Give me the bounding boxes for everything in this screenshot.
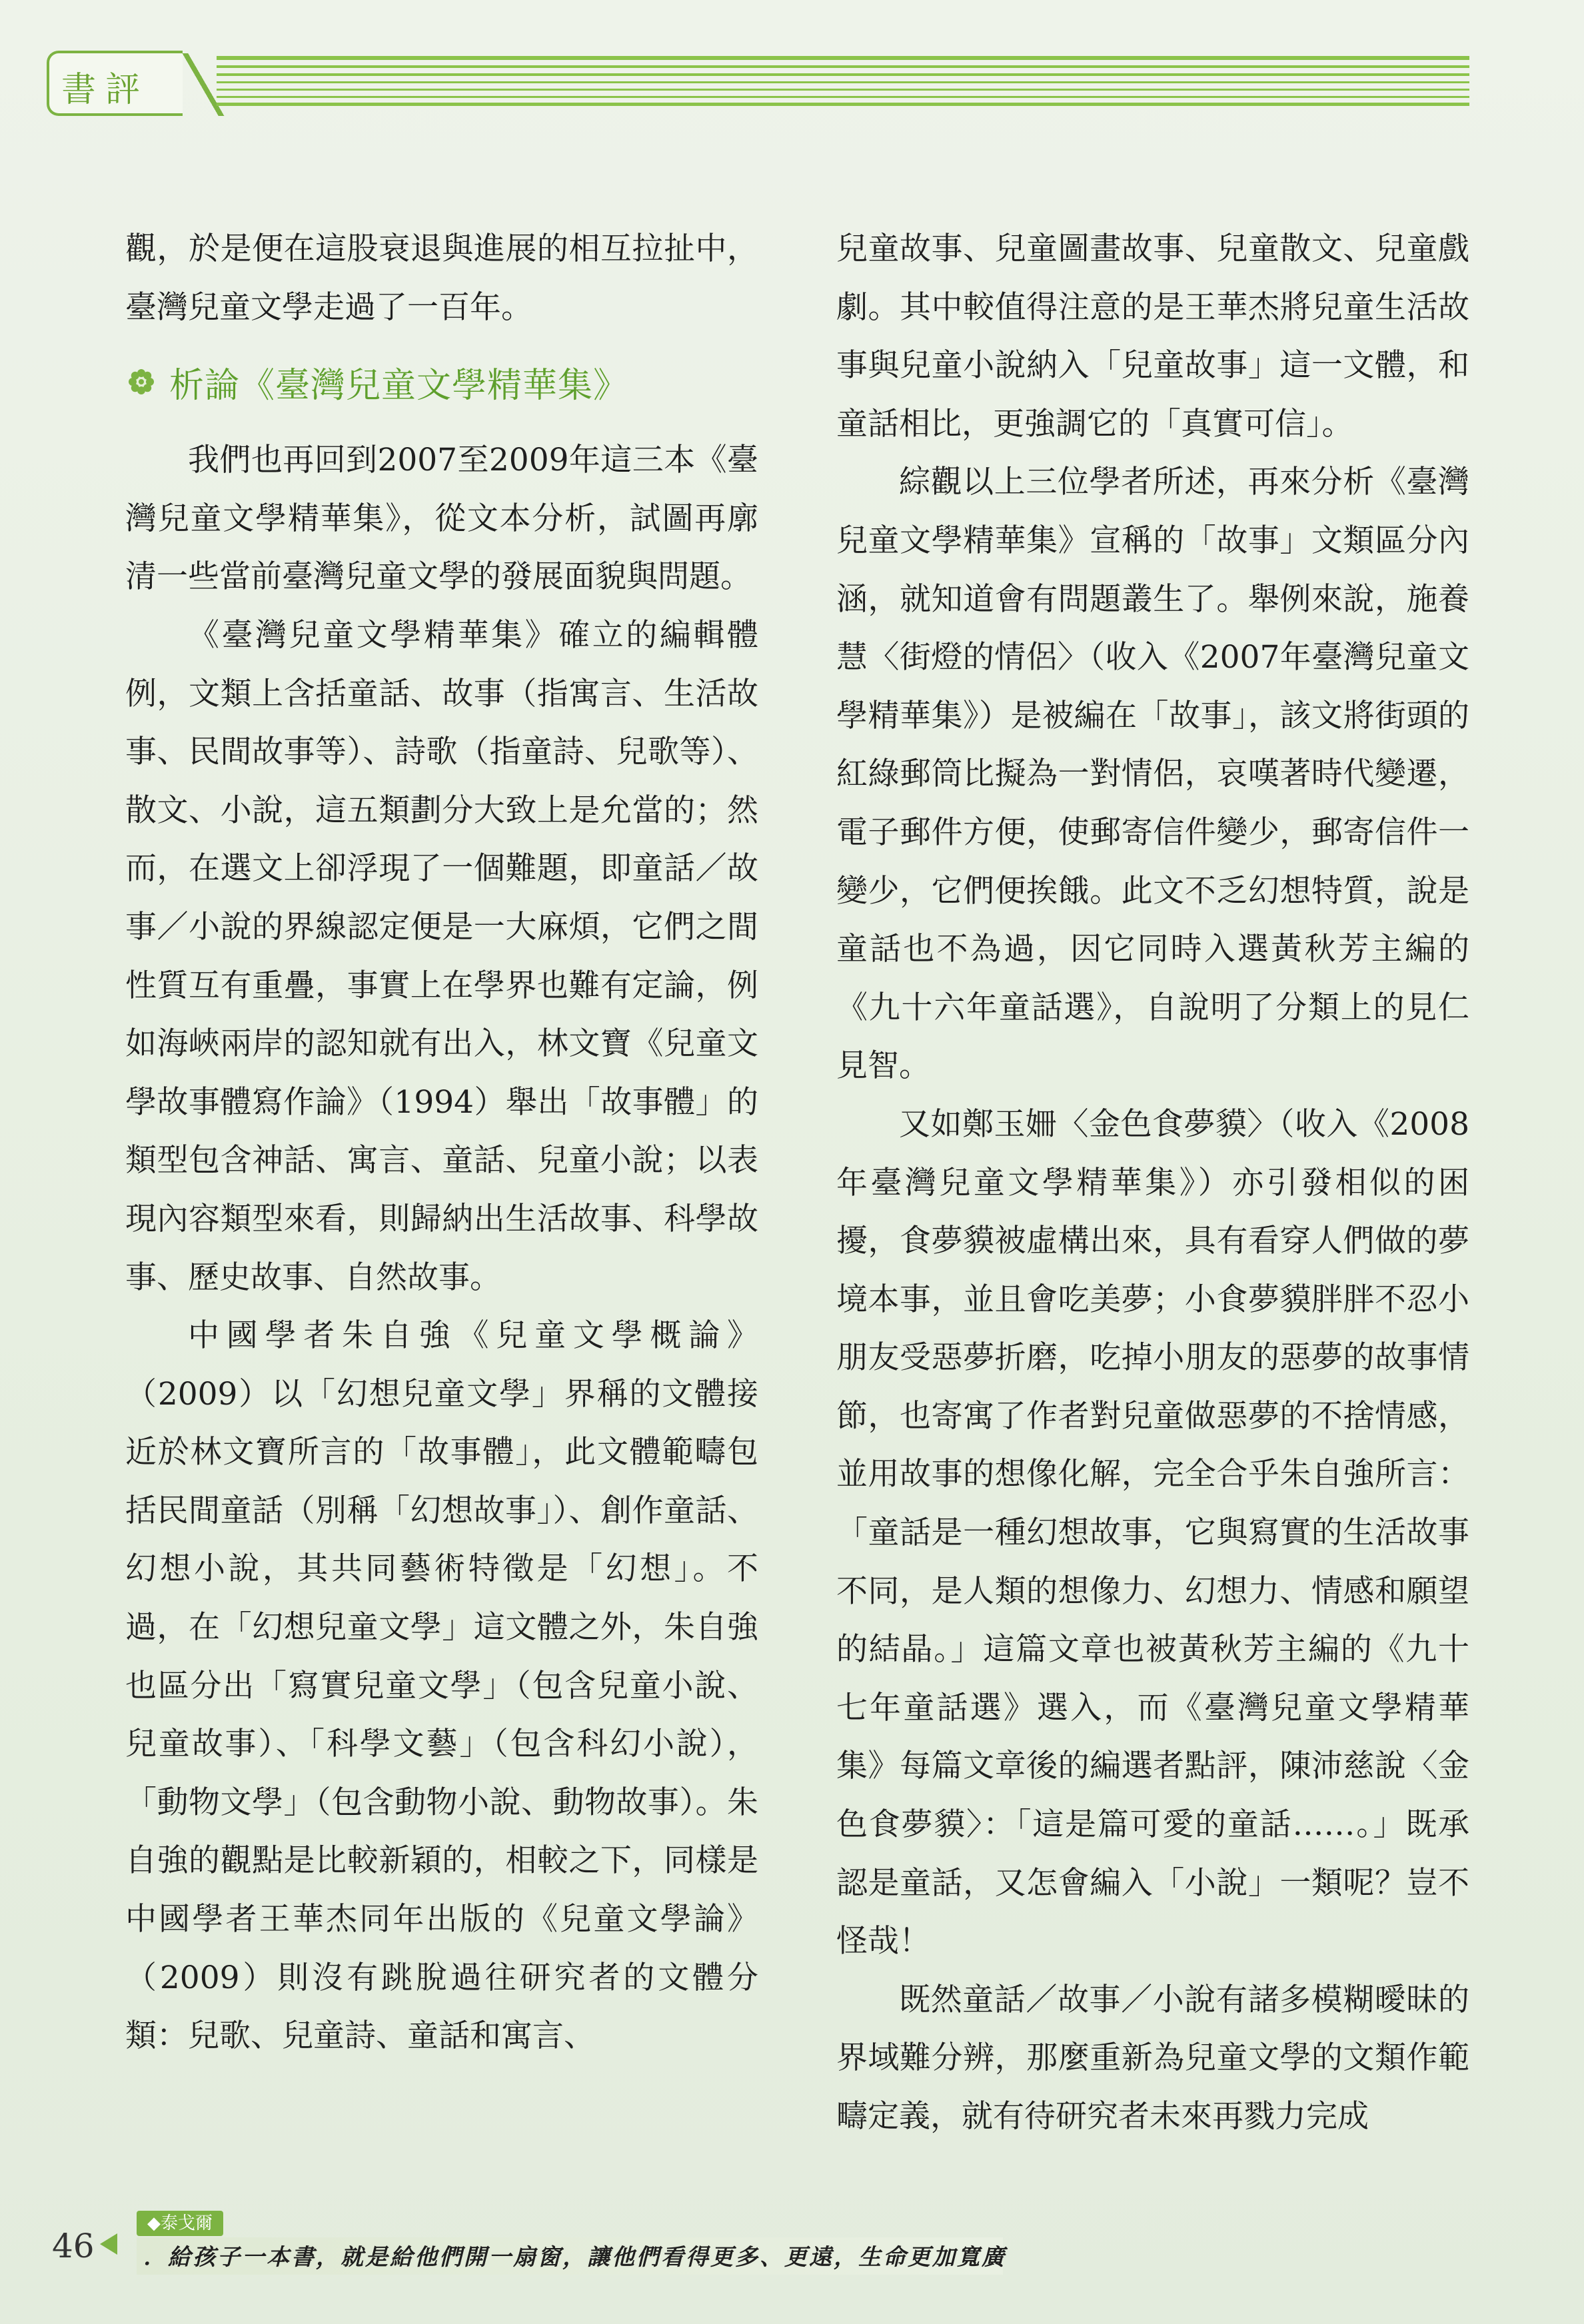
section-label: 書評 bbox=[61, 70, 150, 110]
paragraph: 中國學者朱自強《兒童文學概論》（2009）以「幻想兒童文學」界稱的文體接近於林文寶所言的「故事體」，此文體範疇包括民間童話（別稱「幻想故事」）、創作童話、幻想小說，其共同藝術特徵是「幻想」。不過，在「幻想兒童文學」這文體之外，朱自強也區分出「寫實兒童文學」（包含兒童小說、兒童故事）、「科學文藝」（包含科幻小說），「動物文學」（包含動物小說、動物故事）。朱自強的觀點是比較新穎的，相較之下，同樣是中國學者王華杰同年出版的《兒童文學論》（2009）則沒有跳脫過往研究者的文體分類：兒歌、兒童詩、童話和寓言、 bbox=[125, 1317, 758, 2055]
page-number: 46 bbox=[52, 2227, 95, 2265]
right-column bbox=[836, 220, 1469, 2146]
triangle-left-icon bbox=[100, 2233, 117, 2255]
page-footer bbox=[0, 2192, 1584, 2272]
paragraph: 我們也再回到2007至2009年這三本《臺灣兒童文學精華集》，從文本分析，試圖再廓清一些當前臺灣兒童文學的發展面貌與問題。 bbox=[125, 442, 758, 596]
quote-author-tag: ◆泰戈爾 bbox=[137, 2211, 223, 2236]
left-column bbox=[125, 220, 758, 2065]
section-heading bbox=[125, 342, 758, 422]
paragraph: 既然童話／故事／小說有諸多模糊曖昧的界域難分辨，那麼重新為兒童文學的文類作範疇定義，就有待研究者未來再戮力完成 bbox=[836, 1981, 1469, 2135]
paragraph: 綜觀以上三位學者所述，再來分析《臺灣兒童文學精華集》宣稱的「故事」文類區分內涵，就知道會有問題叢生了。舉例來說，施養慧〈街燈的情侶〉（收入《2007年臺灣兒童文學精華集》）是被編在「故事」，該文將街頭的紅綠郵筒比擬為一對情侶，哀嘆著時代變遷，電子郵件方便，使郵寄信件變少，郵寄信件一變少，它們便挨餓。此文不乏幻想特質，說是童話也不為過，因它同時入選黃秋芳主編的《九十六年童話選》，自說明了分類上的見仁見智。 bbox=[836, 464, 1469, 1085]
header-rule-lines bbox=[217, 56, 1469, 109]
page-header bbox=[47, 41, 1466, 115]
paragraph: 又如鄭玉姍〈金色食夢貘〉（收入《2008年臺灣兒童文學精華集》）亦引發相似的困擾，食夢貘被虛構出來，具有看穿人們做的夢境本事，並且會吃美夢；小食夢貘胖胖不忍小朋友受惡夢折磨，吃掉小朋友的惡夢的故事情節，也寄寓了作者對兒童做惡夢的不捨情感，並用故事的想像化解，完全合乎朱自強所言：「童話是一種幻想故事，它與寫實的生活故事不同，是人類的想像力、幻想力、情感和願望的結晶。」這篇文章也被黃秋芳主編的《九十七年童話選》選入，而《臺灣兒童文學精華集》每篇文章後的編選者點評，陳沛慈說〈金色食夢貘〉：「這是篇可愛的童話……。」既承認是童話，又怎會編入「小說」一類呢？豈不怪哉！ bbox=[836, 1105, 1469, 1960]
flower-icon bbox=[128, 368, 155, 395]
footer-quote: ．給孩子一本書，就是給他們開一扇窗，讓他們看得更多、更遠，生命更加寬廣 bbox=[143, 2244, 1006, 2271]
paragraph: 觀，於是便在這股衰退與進展的相互拉扯中，臺灣兒童文學走過了一百年。 bbox=[125, 231, 758, 326]
paragraph: 兒童故事、兒童圖畫故事、兒童散文、兒童戲劇。其中較值得注意的是王華杰將兒童生活故事與兒童小說納入「兒童故事」這一文體，和童話相比，更強調它的「真實可信」。 bbox=[836, 231, 1469, 442]
paragraph: 《臺灣兒童文學精華集》確立的編輯體例，文類上含括童話、故事（指寓言、生活故事、民間故事等）、詩歌（指童詩、兒歌等）、散文、小說，這五類劃分大致上是允當的；然而，在選文上卻浮現了一個難題，即童話／故事／小說的界線認定便是一大麻煩，它們之間性質互有重疊，事實上在學界也難有定論，例如海峽兩岸的認知就有出入，林文寶《兒童文學故事體寫作論》（1994）舉出「故事體」的類型包含神話、寓言、童話、兒童小說；以表現內容類型來看，則歸納出生活故事、科學故事、歷史故事、自然故事。 bbox=[125, 616, 758, 1296]
section-tab bbox=[47, 51, 183, 116]
section-title: 析論《臺灣兒童文學精華集》 bbox=[169, 365, 629, 406]
